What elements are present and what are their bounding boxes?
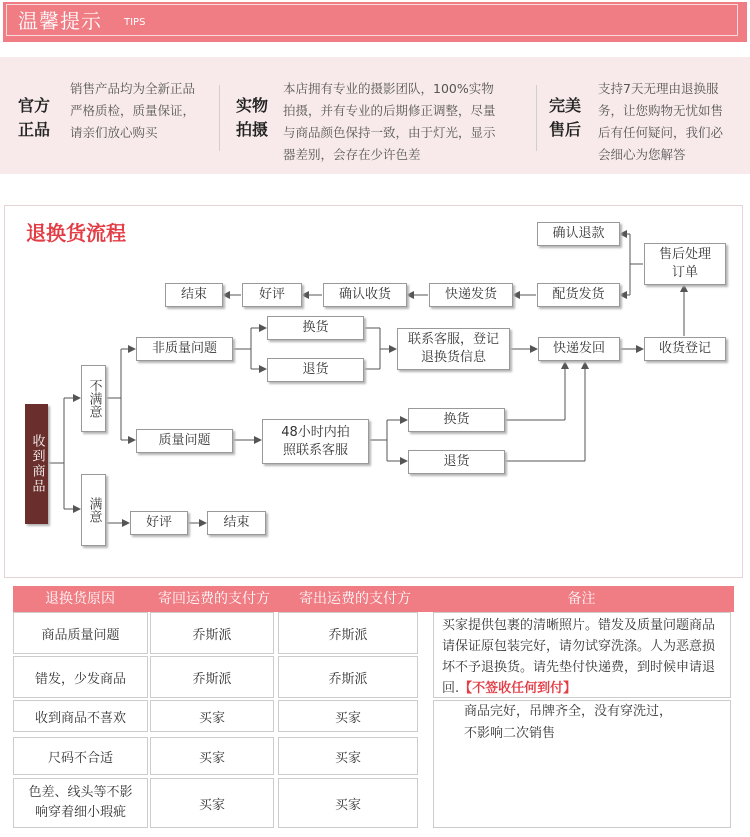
return-flow-title: 退换货流程 bbox=[26, 221, 126, 245]
table-row-reason: 商品质量问题 bbox=[13, 612, 148, 654]
flow-satisfied-review: 好评 bbox=[130, 511, 188, 535]
guarantee-photo-text: 本店拥有专业的摄影团队，100%实物 拍摄，并有专业的后期修正调整，尽量 与商品颜色保持一致，由于灯光，显示 器差别，会存在少许色差 bbox=[283, 81, 496, 162]
note-warning: 【不签收任何到付】 bbox=[459, 681, 577, 696]
table-row-send-payer: 乔斯派 bbox=[278, 612, 418, 654]
guarantee-official-text: 销售产品均为全新正品 严格质检，质量保证， 请亲们放心购买 bbox=[70, 81, 196, 140]
flow-confirm-refund: 确认退款 bbox=[537, 222, 620, 246]
flow-received: 收到商品 bbox=[25, 404, 48, 524]
note-line: 商品完好，吊牌齐全，没有穿洗过， bbox=[464, 704, 673, 719]
flow-return: 退货 bbox=[267, 358, 364, 382]
flow-satisfied: 满意 bbox=[81, 474, 106, 546]
flow-satisfied-end: 结束 bbox=[207, 511, 266, 535]
note-line: 不影响二次销售 bbox=[464, 726, 556, 741]
flow-quality: 质量问题 bbox=[136, 429, 233, 453]
table-row-send-payer: 买家 bbox=[278, 737, 418, 775]
tips-title: 温馨提示 bbox=[18, 9, 102, 33]
flow-aftersale-order: 售后处理订单 bbox=[644, 243, 726, 285]
flow-contact-48h: 48小时内拍照联系客服 bbox=[262, 419, 369, 464]
flow-contact-register: 联系客服，登记退换货信息 bbox=[397, 328, 510, 370]
table-header-reason: 退换货原因 bbox=[45, 591, 115, 607]
table-row-return-payer: 买家 bbox=[150, 737, 274, 775]
guarantee-photo-title: 实物 拍摄 bbox=[235, 96, 268, 139]
flow-not-satisfied: 不满意 bbox=[81, 365, 106, 432]
flow-express-back: 快递发回 bbox=[538, 337, 620, 361]
note-text: 买家提供包裹的清晰照片。错发及质量问题商品请保证原包装完好，请勿试穿洗涤。人为恶意损坏不予退换货。请先垫付快递费，到时候申请退回. bbox=[442, 618, 716, 696]
table-row-send-payer: 买家 bbox=[278, 778, 418, 828]
table-row-reason: 尺码不合适 bbox=[13, 737, 148, 775]
guarantee-official-title: 官方 正品 bbox=[17, 96, 50, 139]
flow-good-review: 好评 bbox=[242, 283, 302, 307]
flow-non-quality: 非质量问题 bbox=[136, 337, 233, 361]
tips-subtitle: TIPS bbox=[124, 17, 146, 28]
table-note-dislike bbox=[433, 700, 731, 828]
flow-exchange: 换货 bbox=[267, 316, 364, 340]
flow-exchange-quality: 换货 bbox=[408, 408, 505, 432]
flow-return-quality: 退货 bbox=[408, 450, 505, 474]
guarantee-aftersale-title: 完美 售后 bbox=[548, 96, 581, 139]
flow-express-ship: 快递发货 bbox=[429, 283, 513, 307]
table-row-reason: 错发，少发商品 bbox=[13, 656, 148, 698]
table-header-note: 备注 bbox=[567, 591, 596, 607]
table-header-return-payer: 寄回运费的支付方 bbox=[158, 591, 270, 607]
table-row-reason: 色差、线头等不影响穿着细小瑕疵 bbox=[13, 778, 148, 828]
table-row-return-payer: 买家 bbox=[150, 700, 274, 732]
table-row-send-payer: 买家 bbox=[278, 700, 418, 732]
table-header-send-payer: 寄出运费的支付方 bbox=[299, 591, 411, 607]
guarantee-aftersale-text: 支持7天无理由退换服 务，让您购物无忧如售 后有任何疑问，我们必 会细心为您解答 bbox=[598, 81, 724, 162]
flow-receive-register: 收货登记 bbox=[644, 337, 726, 361]
table-row-return-payer: 买家 bbox=[150, 778, 274, 828]
table-row-return-payer: 乔斯派 bbox=[150, 612, 274, 654]
table-note-quality bbox=[433, 612, 731, 698]
flow-prepare-ship: 配货发货 bbox=[537, 283, 620, 307]
table-row-send-payer: 乔斯派 bbox=[278, 656, 418, 698]
table-row-return-payer: 乔斯派 bbox=[150, 656, 274, 698]
table-row-reason: 收到商品不喜欢 bbox=[13, 700, 148, 732]
flow-confirm-receipt: 确认收货 bbox=[323, 283, 407, 307]
flow-end: 结束 bbox=[165, 283, 223, 307]
